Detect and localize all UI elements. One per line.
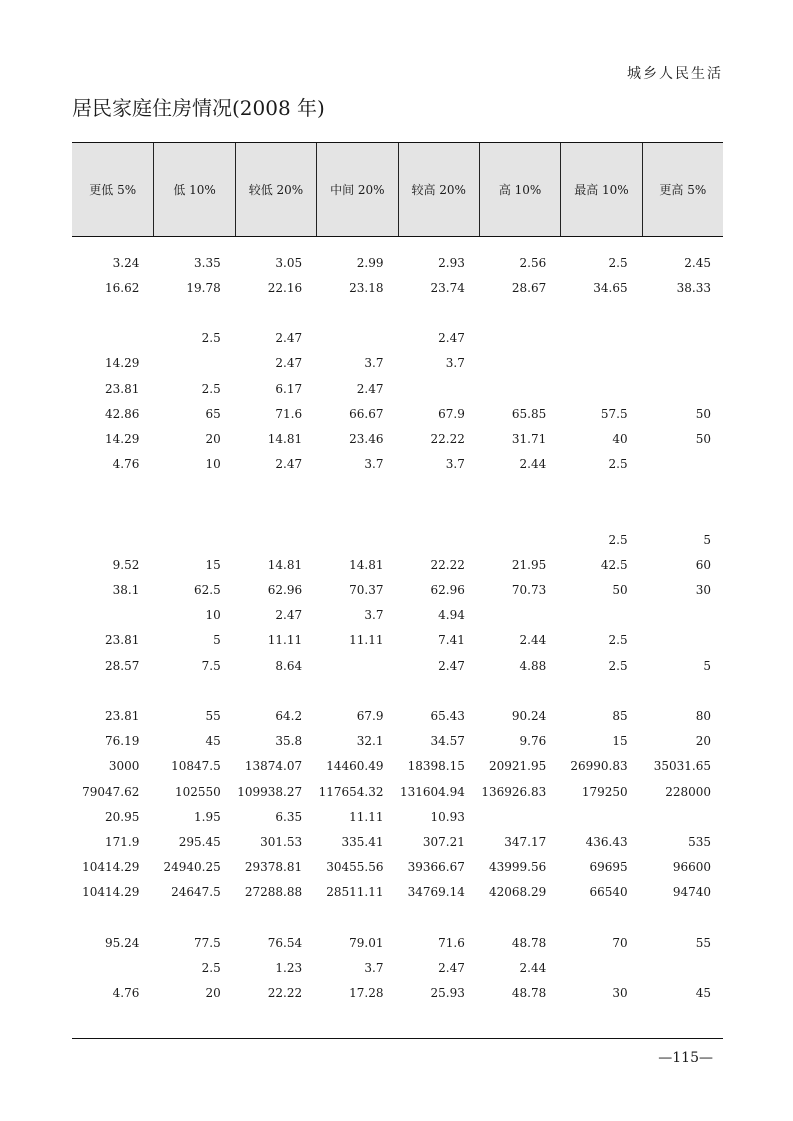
table-cell: 38.1 (112, 583, 140, 598)
table-cell: 13874.07 (244, 759, 303, 774)
table-cell: 30 (612, 986, 628, 1001)
table-row (72, 703, 723, 728)
table-cell: 42.5 (600, 557, 628, 572)
table-cell: 2.47 (438, 331, 465, 346)
table-row (72, 426, 723, 451)
table-row (72, 829, 723, 854)
table-cell: 22.22 (267, 986, 303, 1001)
table-cell: 5 (703, 532, 711, 547)
table-cell: 76.54 (267, 935, 303, 950)
table-row (72, 326, 723, 351)
table-cell: 2.5 (608, 633, 628, 648)
table-cell: 11.11 (349, 809, 384, 824)
table-cell: 17.28 (349, 986, 384, 1001)
table-cell: 4.94 (438, 608, 465, 623)
page-title: 居民家庭住房情况(2008 年) (72, 96, 325, 120)
table-cell: 96600 (672, 860, 711, 875)
table-cell: 179250 (581, 784, 628, 799)
table-cell: 117654.32 (318, 784, 384, 799)
table-row (72, 729, 723, 754)
table-cell: 2.99 (356, 255, 384, 270)
table-row (72, 653, 723, 678)
table-cell: 22.16 (267, 280, 303, 295)
table-cell: 35031.65 (653, 759, 711, 774)
table-cell: 3.7 (364, 608, 384, 623)
table-cell: 45 (695, 986, 711, 1001)
table-cell: 2.47 (275, 356, 303, 371)
table-cell: 10.93 (430, 809, 465, 824)
table-cell: 11.11 (349, 633, 384, 648)
table-cell: 347.17 (504, 834, 547, 849)
table-cell: 14.29 (105, 431, 140, 446)
table-cell: 34.65 (593, 280, 628, 295)
table-cell: 11.11 (267, 633, 303, 648)
table-row (72, 855, 723, 880)
table-cell: 57.5 (600, 406, 628, 421)
table-cell: 2.5 (201, 960, 221, 975)
table-cell: 90.24 (511, 708, 547, 723)
table-cell: 67.9 (356, 708, 384, 723)
bottom-rule (72, 1038, 723, 1039)
table-cell: 22.22 (430, 557, 465, 572)
table-cell: 2.44 (519, 960, 547, 975)
table-row (72, 980, 723, 1005)
table-cell: 335.41 (341, 834, 384, 849)
table-cell: 436.43 (585, 834, 628, 849)
table-row (72, 275, 723, 300)
table-cell: 9.76 (519, 734, 547, 749)
table-cell: 62.5 (194, 583, 221, 598)
table-row (72, 401, 723, 426)
table-cell: 20 (205, 431, 221, 446)
table-cell: 2.5 (201, 331, 221, 346)
table-row (72, 376, 723, 401)
table-cell: 55 (695, 935, 711, 950)
table-cell: 2.47 (275, 457, 303, 472)
table-cell: 5 (213, 633, 221, 648)
table-header (72, 142, 723, 237)
table-row (72, 577, 723, 602)
table-cell: 2.93 (438, 255, 465, 270)
table-cell: 20921.95 (488, 759, 547, 774)
table-cell: 6.35 (275, 809, 303, 824)
table-cell: 1.95 (194, 809, 221, 824)
table-cell: 307.21 (422, 834, 465, 849)
table-row (72, 905, 723, 930)
table-cell: 65 (205, 406, 221, 421)
table-cell: 14.81 (349, 557, 384, 572)
page-number: —115— (658, 1050, 713, 1066)
table-cell: 18398.15 (407, 759, 465, 774)
table-cell: 20 (205, 986, 221, 1001)
table-cell: 42068.29 (488, 885, 547, 900)
table-cell: 34769.14 (407, 885, 465, 900)
table-cell: 40 (612, 431, 628, 446)
table-cell: 3.7 (364, 457, 384, 472)
table-cell: 79.01 (349, 935, 384, 950)
table-cell: 3.05 (275, 255, 303, 270)
table-row (72, 250, 723, 275)
table-cell: 2.47 (275, 331, 303, 346)
table-cell: 21.95 (511, 557, 547, 572)
table-cell: 30455.56 (326, 860, 384, 875)
table-cell: 42.86 (105, 406, 140, 421)
table-row (72, 955, 723, 980)
table-cell: 109938.27 (237, 784, 303, 799)
table-cell: 23.81 (105, 633, 140, 648)
table-cell: 23.81 (105, 381, 140, 396)
table-row (72, 603, 723, 628)
table-cell: 38.33 (676, 280, 711, 295)
table-cell: 2.5 (608, 457, 628, 472)
table-cell: 23.46 (349, 431, 384, 446)
table-cell: 22.22 (430, 431, 465, 446)
table-cell: 20.95 (105, 809, 140, 824)
table-cell: 10414.29 (82, 860, 140, 875)
table-row (72, 502, 723, 527)
table-cell: 24940.25 (163, 860, 221, 875)
table-cell: 10847.5 (171, 759, 221, 774)
table-row (72, 300, 723, 325)
table-cell: 3.35 (194, 255, 221, 270)
table-cell: 28511.11 (326, 885, 384, 900)
table-body (72, 250, 723, 1006)
table-cell: 26990.83 (570, 759, 628, 774)
table-cell: 7.41 (438, 633, 465, 648)
table-cell: 3.24 (112, 255, 140, 270)
table-row (72, 930, 723, 955)
table-cell: 301.53 (260, 834, 303, 849)
table-cell: 66.67 (349, 406, 384, 421)
table-cell: 9.52 (112, 557, 140, 572)
section-label: 城乡人民生活 (627, 66, 723, 82)
table-cell: 3.7 (364, 356, 384, 371)
table-cell: 48.78 (511, 986, 547, 1001)
column-header: 较高 20% (398, 143, 479, 236)
table-cell: 2.44 (519, 457, 547, 472)
table-cell: 94740 (672, 885, 711, 900)
table-cell: 70.73 (511, 583, 547, 598)
table-cell: 45 (205, 734, 221, 749)
table-cell: 2.56 (519, 255, 547, 270)
table-cell: 7.5 (201, 658, 221, 673)
table-cell: 136926.83 (481, 784, 547, 799)
column-header: 最高 10% (560, 143, 641, 236)
table-cell: 10 (205, 608, 221, 623)
table-row (72, 678, 723, 703)
table-cell: 24647.5 (171, 885, 221, 900)
table-cell: 23.81 (105, 708, 140, 723)
table-cell: 14.81 (267, 557, 303, 572)
table-cell: 55 (205, 708, 221, 723)
table-cell: 3.7 (445, 356, 465, 371)
table-cell: 2.5 (608, 532, 628, 547)
table-cell: 50 (612, 583, 628, 598)
table-cell: 3.7 (445, 457, 465, 472)
table-cell: 4.88 (519, 658, 547, 673)
table-cell: 77.5 (194, 935, 221, 950)
table-cell: 60 (695, 557, 711, 572)
table-cell: 4.76 (112, 986, 140, 1001)
table-cell: 2.5 (608, 255, 628, 270)
table-row (72, 527, 723, 552)
table-cell: 23.18 (349, 280, 384, 295)
table-cell: 295.45 (178, 834, 221, 849)
table-cell: 2.45 (684, 255, 711, 270)
table-cell: 14460.49 (326, 759, 384, 774)
table-row (72, 880, 723, 905)
table-cell: 2.44 (519, 633, 547, 648)
table-row (72, 779, 723, 804)
table-row (72, 628, 723, 653)
table-cell: 25.93 (430, 986, 465, 1001)
table-row (72, 351, 723, 376)
table-row (72, 452, 723, 477)
table-cell: 14.81 (267, 431, 303, 446)
table-cell: 15 (612, 734, 628, 749)
table-cell: 64.2 (275, 708, 303, 723)
table-cell: 102550 (174, 784, 221, 799)
table-cell: 10 (205, 457, 221, 472)
table-cell: 2.47 (275, 608, 303, 623)
table-cell: 50 (695, 406, 711, 421)
table-cell: 6.17 (275, 381, 303, 396)
table-cell: 85 (612, 708, 628, 723)
table-cell: 15 (205, 557, 221, 572)
table-cell: 535 (688, 834, 711, 849)
table-cell: 28.57 (105, 658, 140, 673)
table-cell: 71.6 (438, 935, 465, 950)
table-cell: 16.62 (105, 280, 140, 295)
table-cell: 2.47 (438, 658, 465, 673)
table-cell: 39366.67 (407, 860, 465, 875)
table-cell: 19.78 (186, 280, 221, 295)
table-cell: 2.47 (438, 960, 465, 975)
table-cell: 79047.62 (82, 784, 140, 799)
column-header: 中间 20% (316, 143, 397, 236)
column-header: 高 10% (479, 143, 560, 236)
table-cell: 2.47 (356, 381, 384, 396)
table-cell: 95.24 (105, 935, 140, 950)
table-cell: 35.8 (275, 734, 303, 749)
table-cell: 48.78 (511, 935, 547, 950)
column-header: 更低 5% (89, 183, 137, 197)
table-cell: 65.85 (511, 406, 547, 421)
table-cell: 171.9 (105, 834, 140, 849)
table-cell: 28.67 (511, 280, 547, 295)
table-cell: 70.37 (349, 583, 384, 598)
table-cell: 67.9 (438, 406, 465, 421)
table-cell: 5 (703, 658, 711, 673)
column-header: 较低 20% (235, 143, 316, 236)
table-cell: 20 (695, 734, 711, 749)
table-cell: 50 (695, 431, 711, 446)
table-row (72, 552, 723, 577)
table-cell: 30 (695, 583, 711, 598)
table-cell: 228000 (665, 784, 711, 799)
table-cell: 43999.56 (488, 860, 547, 875)
table-cell: 1.23 (275, 960, 303, 975)
table-cell: 65.43 (430, 708, 465, 723)
table-cell: 62.96 (430, 583, 465, 598)
table-cell: 34.57 (430, 734, 465, 749)
table-row (72, 804, 723, 829)
table-cell: 62.96 (267, 583, 303, 598)
table-cell: 80 (695, 708, 711, 723)
column-header: 低 10% (153, 143, 234, 236)
table-cell: 131604.94 (399, 784, 465, 799)
table-cell: 3000 (108, 759, 140, 774)
table-cell: 2.5 (608, 658, 628, 673)
table-cell: 3.7 (364, 960, 384, 975)
table-cell: 29378.81 (244, 860, 303, 875)
table-cell: 31.71 (511, 431, 547, 446)
table-cell: 14.29 (105, 356, 140, 371)
table-row (72, 754, 723, 779)
table-cell: 70 (612, 935, 628, 950)
table-cell: 69695 (589, 860, 628, 875)
table-cell: 8.64 (275, 658, 303, 673)
table-cell: 76.19 (105, 734, 140, 749)
table-cell: 10414.29 (82, 885, 140, 900)
table-cell: 32.1 (356, 734, 384, 749)
table-row (72, 477, 723, 502)
table-cell: 71.6 (275, 406, 303, 421)
table-cell: 2.5 (201, 381, 221, 396)
table-cell: 27288.88 (244, 885, 303, 900)
table-cell: 23.74 (430, 280, 465, 295)
column-header: 更高 5% (642, 143, 723, 236)
table-cell: 4.76 (112, 457, 140, 472)
table-cell: 66540 (589, 885, 628, 900)
